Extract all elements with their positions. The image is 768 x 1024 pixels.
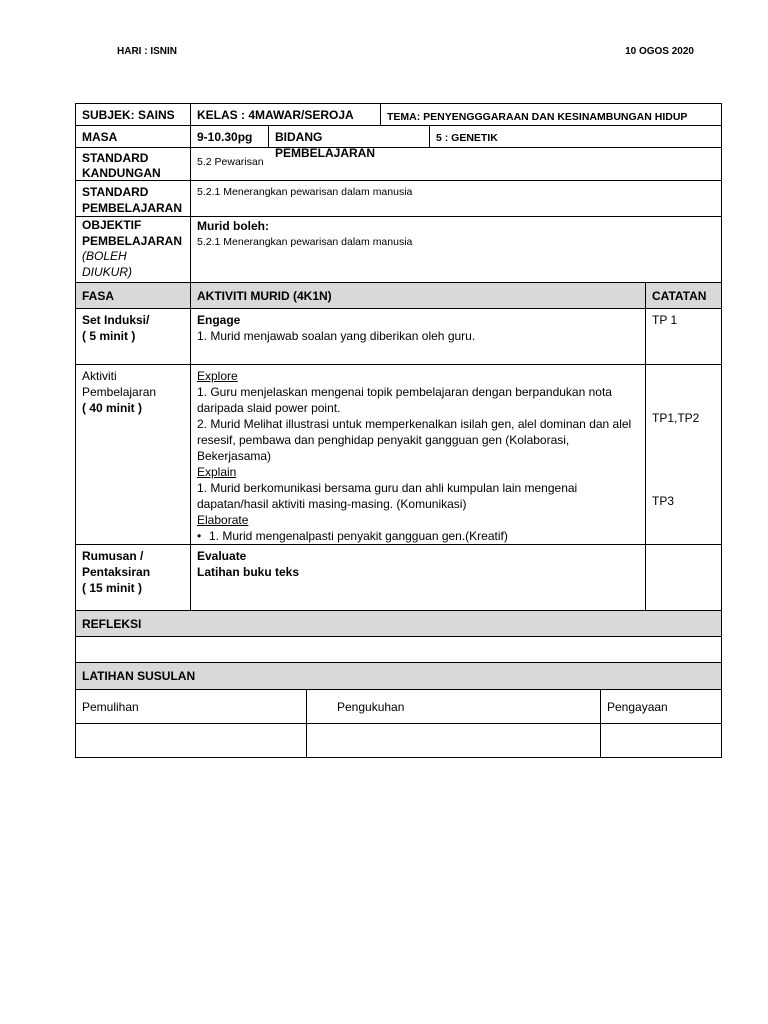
time-label: MASA	[82, 130, 118, 144]
learning-label: Aktiviti Pembelajaran ( 40 minit )	[82, 369, 157, 415]
summary-note	[645, 545, 721, 610]
subject-cell: SUBJEK: SAINS	[82, 108, 175, 122]
learning-note-1: TP1,TP2	[652, 411, 700, 425]
class-cell: KELAS : 4MAWAR/SEROJA	[190, 104, 380, 125]
notes-header: CATATAN	[645, 283, 721, 308]
learning-row	[75, 365, 722, 545]
followup-label: LATIHAN SUSULAN	[82, 669, 196, 683]
day-label: HARI : ISNIN	[117, 46, 177, 57]
learning-standard-label: STANDARD PEMBELAJARAN	[82, 185, 183, 215]
activity-header-row	[75, 283, 722, 309]
phase-header: FASA	[82, 289, 115, 303]
content-standard-value: 5.2 Pewarisan	[190, 148, 721, 180]
date-label: 10 OGOS 2020	[625, 46, 694, 57]
enrichment-content	[600, 724, 721, 757]
theme-cell: TEMA: PENYENGGGARAAN DAN KESINAMBUNGAN HIDUP	[380, 104, 721, 125]
reflection-header-row	[75, 611, 722, 637]
field-label: BIDANG PEMBELAJARAN	[268, 126, 429, 147]
time-value: 9-10.30pg	[190, 126, 268, 147]
followup-categories-row	[75, 690, 722, 724]
reinforcement-label: Pengukuhan	[306, 690, 600, 723]
reflection-label: REFLEKSI	[82, 617, 142, 631]
induction-note: TP 1	[645, 309, 721, 364]
objective-row	[75, 217, 722, 283]
induction-activity: Engage 1. Murid menjawab soalan yang diberikan oleh guru.	[190, 309, 645, 364]
learning-activity	[190, 365, 645, 544]
elaborate-step-1: • 1. Murid mengenalpasti penyakit gangguan gen.(Kreatif)	[197, 528, 639, 544]
remedial-content	[76, 724, 306, 757]
reinforcement-content	[306, 724, 600, 757]
reflection-content-row	[75, 637, 722, 663]
explore-title: Explore	[197, 369, 238, 383]
induction-label: Set Induksi/ ( 5 minit )	[82, 313, 150, 343]
explore-step-2: 2. Murid Melihat illustrasi untuk memperkenalkan isilah gen, alel dominan dan alel resesif, pembawa dan penghidap penyakit gangguan gen (Kolaborasi, Bekerjasama)	[197, 417, 632, 463]
reflection-content	[76, 637, 721, 662]
learning-standard-value: 5.2.1 Menerangkan pewarisan dalam manusia	[190, 181, 721, 216]
enrichment-label: Pengayaan	[600, 690, 721, 723]
objective-value: Murid boleh: 5.2.1 Menerangkan pewarisan dalam manusia	[190, 217, 721, 282]
lesson-plan-table	[75, 103, 722, 758]
explain-title: Explain	[197, 465, 237, 479]
activity-header: AKTIVITI MURID (4K1N)	[190, 283, 645, 308]
time-row	[75, 126, 722, 160]
summary-activity: Evaluate Latihan buku teks	[190, 545, 645, 610]
content-standard-row	[75, 148, 722, 181]
elaborate-title: Elaborate	[197, 513, 249, 527]
learning-standard-row	[75, 181, 722, 217]
subject-row	[75, 103, 722, 126]
learning-notes	[645, 365, 721, 544]
summary-label: Rumusan / Pentaksiran ( 15 minit )	[82, 549, 151, 595]
summary-row	[75, 545, 722, 611]
followup-header-row	[75, 663, 722, 690]
content-standard-label: STANDARD KANDUNGAN	[82, 151, 161, 180]
explore-step-1: 1. Guru menjelaskan mengenai topik pembelajaran dengan berpandukan nota daripada slaid power point.	[197, 385, 612, 415]
explain-step-1: 1. Murid berkomunikasi bersama guru dan ahli kumpulan lain mengenai dapatan/hasil aktiviti masing-masing. (Komunikasi)	[197, 481, 578, 511]
field-value: 5 : GENETIK	[429, 126, 721, 147]
remedial-label: Pemulihan	[82, 700, 139, 714]
learning-note-2: TP3	[652, 494, 675, 508]
followup-content-row	[75, 724, 722, 758]
objective-label: OBJEKTIF PEMBELAJARAN (BOLEH DIUKUR)	[82, 218, 183, 279]
induction-row	[75, 309, 722, 365]
